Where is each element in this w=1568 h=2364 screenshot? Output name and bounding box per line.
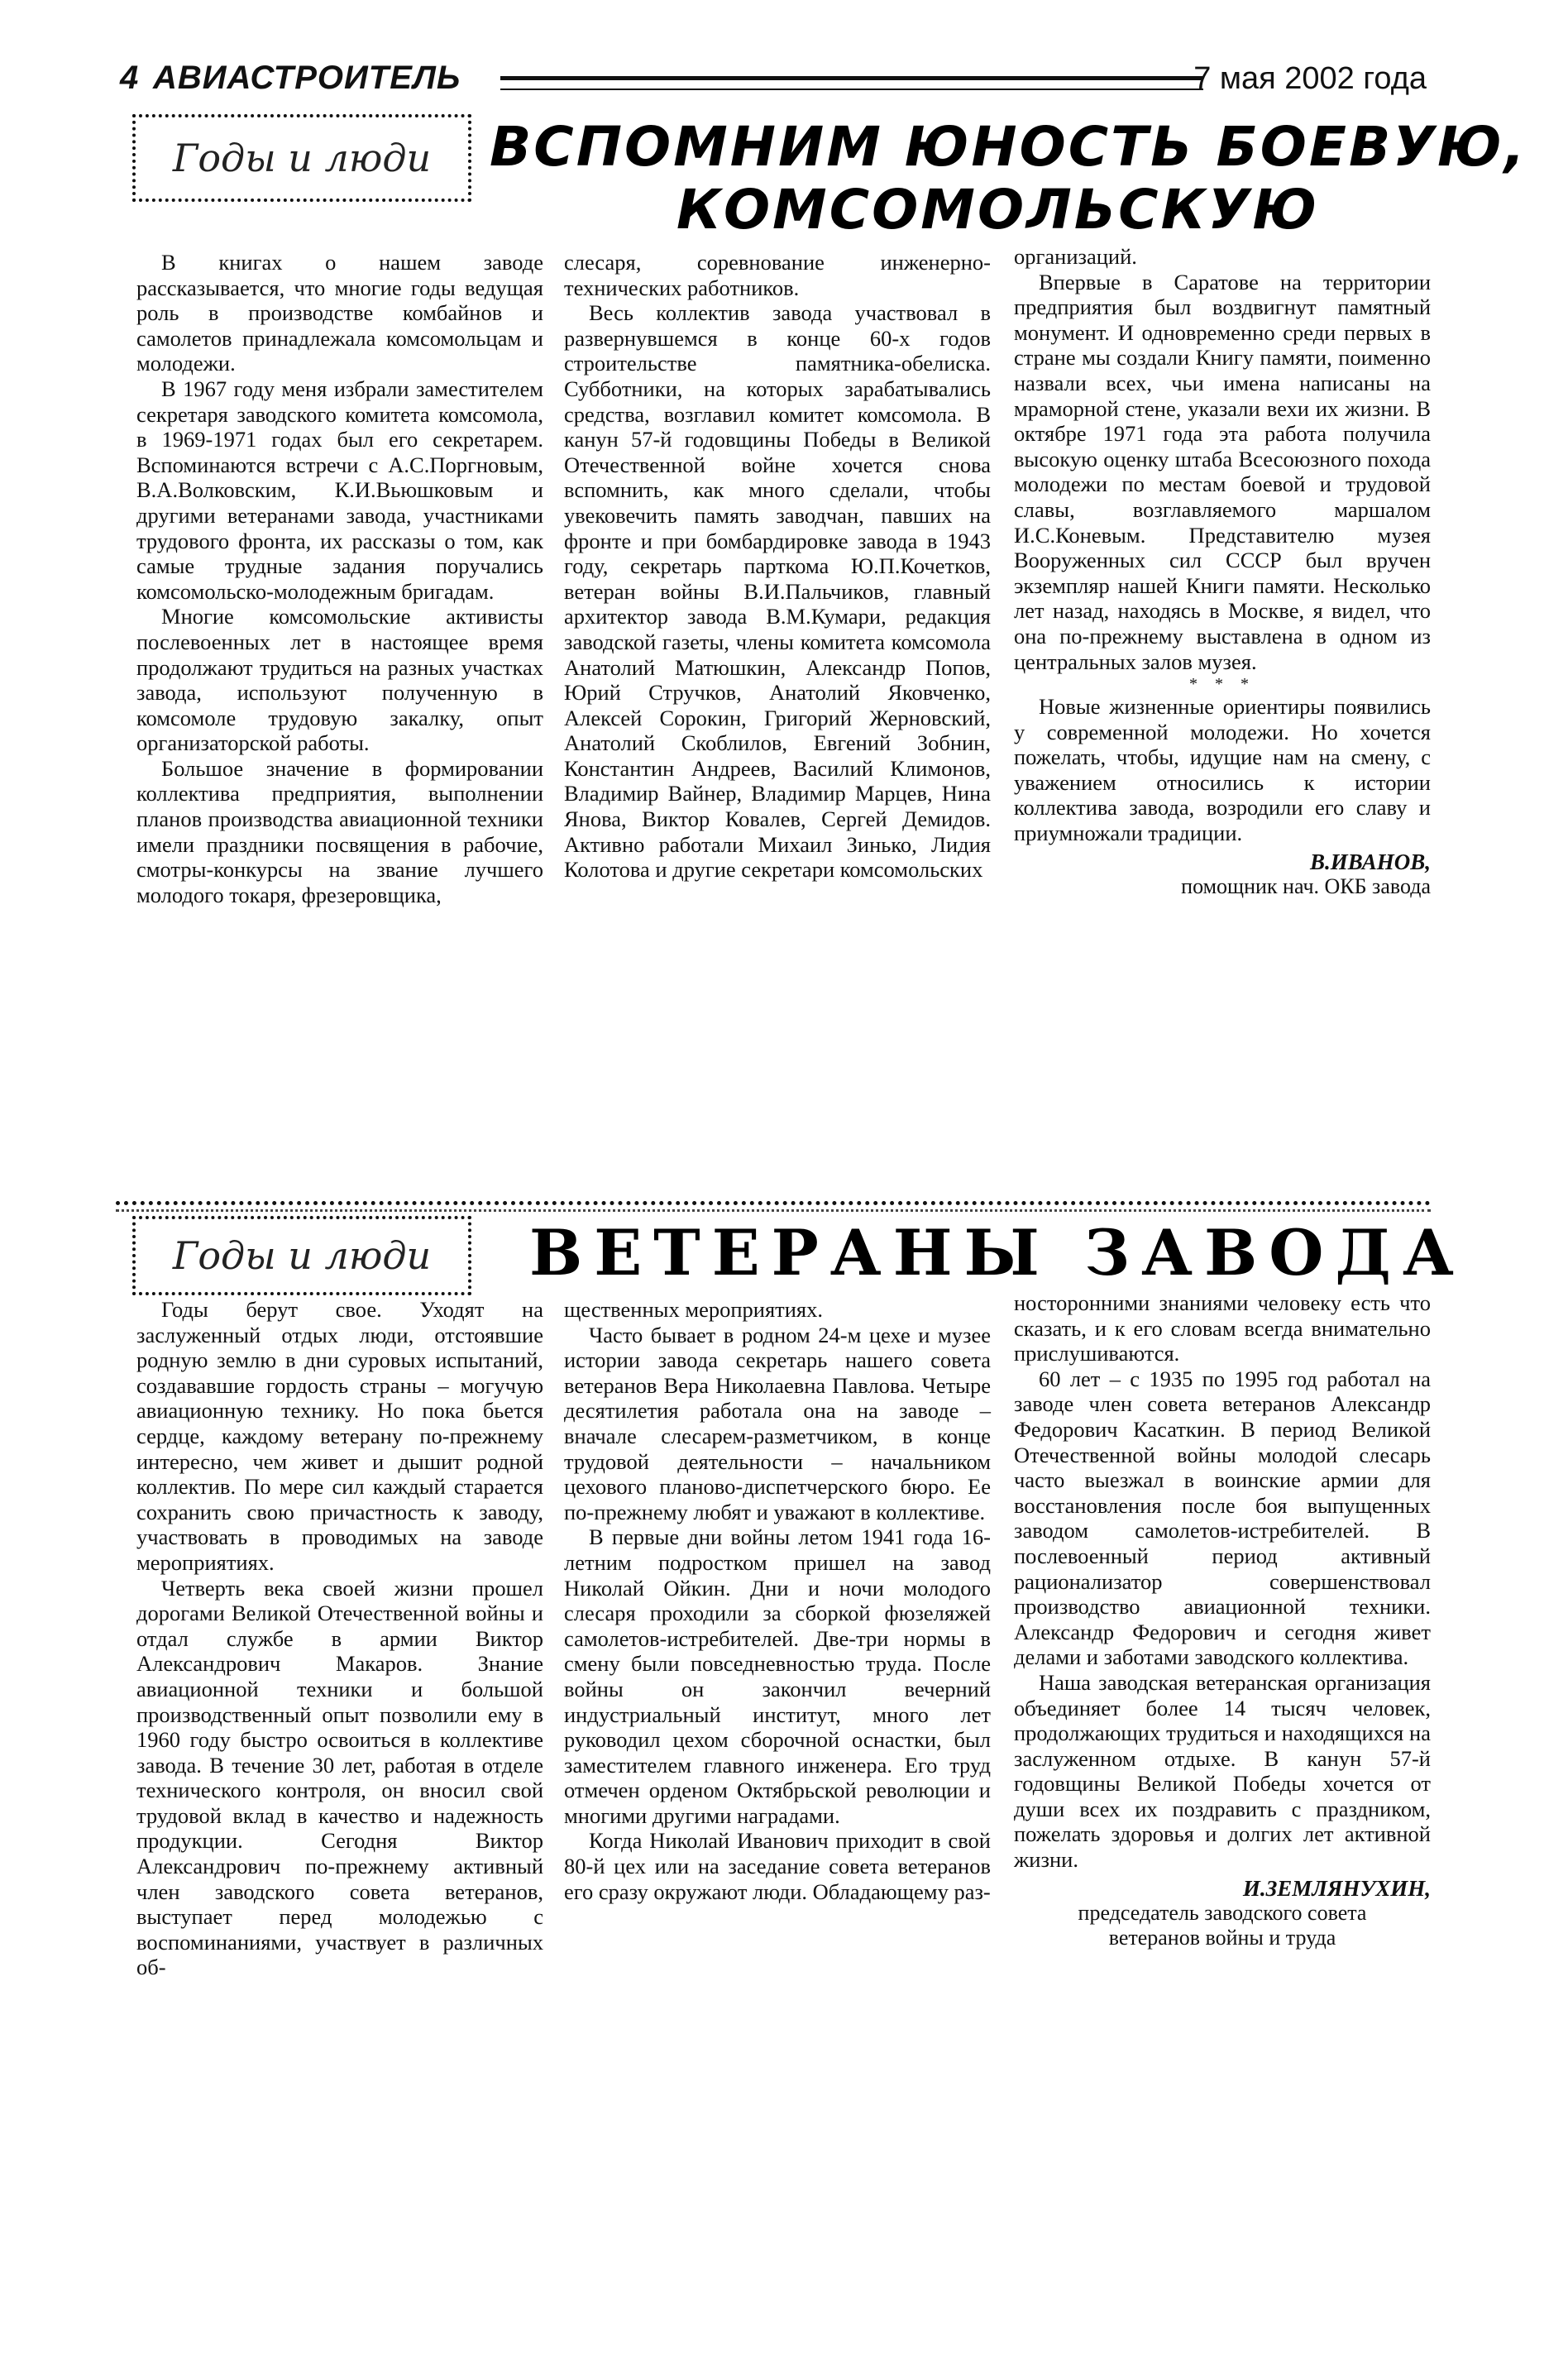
- page-number: 4: [120, 60, 140, 96]
- paragraph: Часто бывает в родном 24-м цехе и музее истории завода секретарь нашего совета ветеранов Вера Николаевна Павлова. Четыре десятилетия работала она на заводе – вначале слесарем-разметчиком, в конце трудовой деятельности – начальником цехового планово-диспетчерского бюро. Ее по-прежнему любят и уважают в коллективе.: [564, 1322, 991, 1524]
- article1-column-1: [136, 250, 543, 907]
- paragraph: Большое значение в формировании коллектива предприятия, выполнении планов производства авиационной техники имели праздники посвящения в рабочие, смотры-конкурсы на звание лучшего молодого токаря, фрезеровщика,: [136, 755, 543, 907]
- signature-name: В.ИВАНОВ,: [1309, 849, 1431, 874]
- rubric-box: [132, 114, 471, 202]
- article-title: ВЕТЕРАНЫ ЗАВОДА: [529, 1216, 1465, 1290]
- signature-role-line1: председатель заводского совета: [1078, 1901, 1367, 1926]
- article-title-line2: КОМСОМОЛЬСКУЮ: [676, 178, 1319, 242]
- paragraph: В первые дни войны летом 1941 года 16-летним подростком пришел на завод Николай Ойкин. Дни и ночи молодого слесаря проходили за сборкой фюзеляжей самолетов-истребителей. Две-три нормы в смену были повседневностью труда. После войны он закончил вечерний индустриальный институт, много лет руководил цехом сборочной оснастки, был заместителем главного инженера. Его труд отмечен орденом Октябрьской революции и многими другими наградами.: [564, 1524, 991, 1828]
- paragraph: В 1967 году меня избрали заместителем секретаря заводского комитета комсомола, в 1969-1971 годах был его секретарем. Вспоминаются встречи с А.С.Поргновым, В.А.Волковским, К.И.Вьюшковым и другими ветеранами завода, участниками трудового фронта, их рассказы о том, как самые трудные задания поручались комсомольско-молодежным бригадам.: [136, 376, 543, 604]
- masthead-rule: [500, 76, 1203, 90]
- paragraph: Многие комсомольские активисты послевоенных лет в настоящее время продолжают трудиться на разных участках завода, используют полученную в комсомоле трудовую закалку, опыт организаторской работы.: [136, 604, 543, 756]
- masthead: [120, 60, 1427, 109]
- paragraph: носторонними знаниями человеку есть что сказать, и к его словам всегда внимательно прислушиваются.: [1014, 1290, 1431, 1366]
- signature-role: помощник нач. ОКБ завода: [1181, 874, 1431, 899]
- paragraph: Четверть века своей жизни прошел дорогами Великой Отечественной войны и отдал службе в армии Виктор Александрович Макаров. Знание авиационной техники и большой производственный опыт позволили ему в 1960 году быстро освоиться в коллективе завода. В течение 30 лет, работая в отделе технического контроля, он вносил свой трудовой вклад в качество и надежность продукции. Сегодня Виктор Александрович по-прежнему активный член заводского совета ветеранов, выступает перед молодежью с воспоминаниями, участвует в различных об-: [136, 1575, 543, 1980]
- article1-column-2: [564, 250, 991, 883]
- article-title-line1: ВСПОМНИМ ЮНОСТЬ БОЕВУЮ,: [490, 115, 1527, 179]
- newspaper-name: АВИАСТРОИТЕЛЬ: [153, 60, 461, 96]
- paragraph: слесаря, соревнование инженерно-технических работников.: [564, 250, 991, 300]
- paragraph: Наша заводская ветеранская организация объединяет более 14 тысяч человек, продолжающих трудиться и находящихся на заслуженном отдыхе. В канун 57-й годовщины Великой Победы хочется от души всех их поздравить с праздником, пожелать здоровья и долгих лет активной жизни.: [1014, 1669, 1431, 1873]
- article2-column-2: [564, 1297, 991, 1904]
- article2-column-3: [1014, 1290, 1431, 1950]
- paragraph: В книгах о нашем заводе рассказывается, что многие годы ведущая роль в производстве комбайнов и самолетов принадлежала комсомольцам и молодежи.: [136, 250, 543, 376]
- paragraph: организаций.: [1014, 244, 1137, 269]
- article-separator: [116, 1201, 1431, 1205]
- article1-column-3: [1014, 244, 1431, 899]
- article-separator-secondary: [116, 1209, 1431, 1212]
- issue-date: 7 мая 2002 года: [1193, 61, 1427, 96]
- rubric-label: Годы и люди: [172, 1233, 432, 1278]
- rubric-box: [132, 1216, 471, 1295]
- article2-column-1: [136, 1297, 543, 1980]
- paragraph: Новые жизненные ориентиры появились у современной молодежи. Но хочется пожелать, чтобы, идущие нам на смену, с уважением относились к истории коллектива завода, возродили его славу и приумножали традиции.: [1014, 694, 1431, 846]
- paragraph: Весь коллектив завода участвовал в развернувшемся в конце 60-х годов строительстве памятника-обелиска. Субботники, на которых зарабатывались средства, возглавил комитет комсомола. В канун 57-й годовщины Победы в Великой Отечественной войне хочется снова вспомнить, как много сделали, чтобы увековечить память заводчан, павших на фронте и при бомбардировке завода в 1943 году, секретарь парткома Ю.П.Кочетков, ветеран войны В.И.Пальчиков, главный архитектор завода В.М.Кумари, редакция заводской газеты, члены комитета комсомола Анатолий Матюшкин, Александр Попов, Юрий Стручков, Анатолий Яковченко, Алексей Сорокин, Григорий Жерновский, Анатолий Скоблилов, Евгений Зобнин, Константин Андреев, Василий Климонов, Владимир Вайнер, Владимир Марцев, Нина Янова, Виктор Ковалев, Сергей Демидов. Активно работали Михаил Зинько, Лидия Колотова и другие секретари комсомольских: [564, 300, 991, 883]
- paragraph: Годы берут свое. Уходят на заслуженный отдых люди, отстоявшие родную землю в дни суровых испытаний, создававшие гордость страны – могучую авиационную технику. Но пока бьется сердце, каждому ветерану по-прежнему интересно, чем живет и дышит родной коллектив. По мере сил каждый старается сохранить свою причастность к заводу, участвовать в проводимых на заводе мероприятиях.: [136, 1297, 543, 1575]
- paragraph: щественных мероприятиях.: [564, 1297, 823, 1322]
- paragraph: Впервые в Саратове на территории предприятия был воздвигнут памятный монумент. И одновременно среди первых в стране мы создали Книгу памяти, поименно назвали всех, чьи имена написаны на мраморной стене, указали вехи их жизни. В октябре 1971 года эта работа получила высокую оценку штаба Всесоюзного похода молодежи по местам боевой и трудовой славы, возглавляемого маршалом И.С.Коневым. Представителю музея Вооруженных сил СССР был вручен экземпляр нашей Книги памяти. Несколько лет назад, находясь в Москве, я видел, что она по-прежнему выставлена в одном из центральных залов музея.: [1014, 269, 1431, 674]
- paragraph: 60 лет – с 1935 по 1995 год работал на заводе член совета ветеранов Александр Федорович Касаткин. В период Великой Отечественной войны молодой слесарь часто выезжал в воинские армии для восстановления после боя выпущенных заводом самолетов-истребителей. В послевоенный период активный рационализатор совершенствовал производство авиационной техники. Александр Федорович и сегодня живет делами и заботами заводского коллектива.: [1014, 1366, 1431, 1670]
- section-stars: * * *: [1189, 675, 1255, 694]
- rubric-label: Годы и люди: [172, 136, 432, 180]
- signature-role-line2: ветеранов войны и труда: [1108, 1926, 1336, 1950]
- paragraph: Когда Николай Иванович приходит в свой 80-й цех или на заседание совета ветеранов его сразу окружают люди. Обладающему раз-: [564, 1828, 991, 1904]
- signature-name: И.ЗЕМЛЯНУХИН,: [1242, 1875, 1431, 1901]
